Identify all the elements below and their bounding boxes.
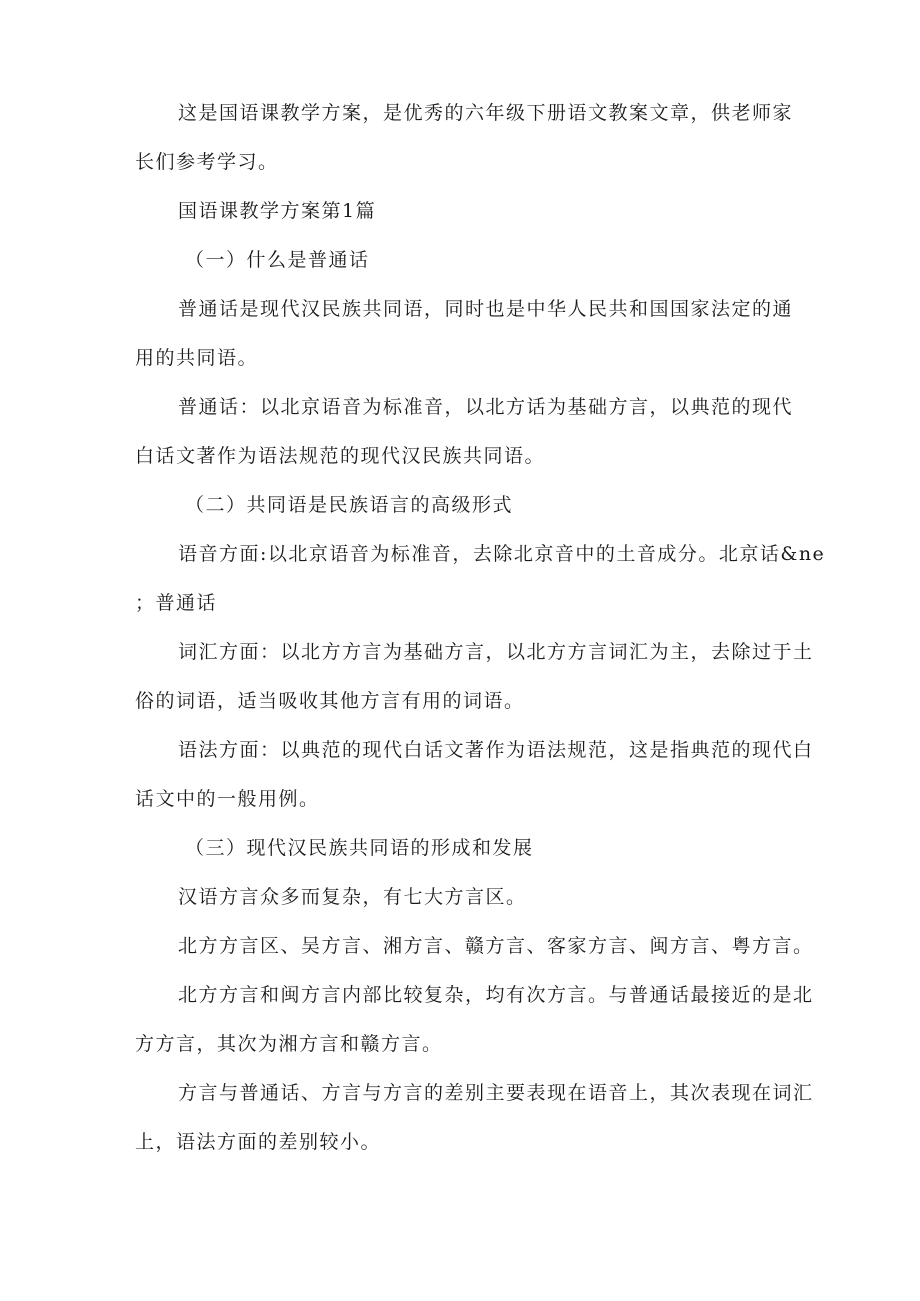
paragraph-line: 上，语法方面的差别较小。 [135,1131,382,1153]
article-heading: 国语课教学方案第1篇 [178,200,377,222]
paragraph-line: 方方言，其次为湘方言和赣方言。 [135,1033,443,1055]
paragraph-line: 用的共同语。 [135,347,259,369]
section-heading-3: （三）现代汉民族共同语的形成和发展 [185,837,534,859]
paragraph-line: 话文中的一般用例。 [135,788,320,810]
paragraph-line: 北方方言区、吴方言、湘方言、赣方言、客家方言、闽方言、粤方言。 [178,935,814,957]
paragraph-line: 北方方言和闽方言内部比较复杂，均有次方言。与普通话最接近的是北 [178,984,814,1006]
intro-line-1: 这是国语课教学方案，是优秀的六年级下册语文教案文章，供老师家 [178,102,794,124]
paragraph-line: 语音方面:以北京语音为标准音，去除北京音中的土音成分。北京话&ne [178,543,826,565]
paragraph-line: 词汇方面：以北方方言为基础方言，以北方方言词汇为主，去除过于土 [178,641,814,663]
paragraph-line: 方言与普通话、方言与方言的差别主要表现在语音上，其次表现在词汇 [178,1082,814,1104]
paragraph-line: 语法方面：以典范的现代白话文著作为语法规范，这是指典范的现代白 [178,739,814,761]
section-heading-1: （一）什么是普通话 [185,249,370,271]
paragraph-line: 汉语方言众多而复杂，有七大方言区。 [178,886,527,908]
intro-line-2: 长们参考学习。 [135,151,279,173]
paragraph-line: 俗的词语，适当吸收其他方言有用的词语。 [135,690,525,712]
paragraph-line: 普通话：以北京语音为标准音，以北方话为基础方言，以典范的现代 [178,396,794,418]
section-heading-2: （二）共同语是民族语言的高级形式 [185,494,514,516]
paragraph-line: ；普通话 [135,592,218,614]
paragraph-line: 白话文著作为语法规范的现代汉民族共同语。 [135,445,546,467]
paragraph-line: 普通话是现代汉民族共同语，同时也是中华人民共和国国家法定的通 [178,298,794,320]
